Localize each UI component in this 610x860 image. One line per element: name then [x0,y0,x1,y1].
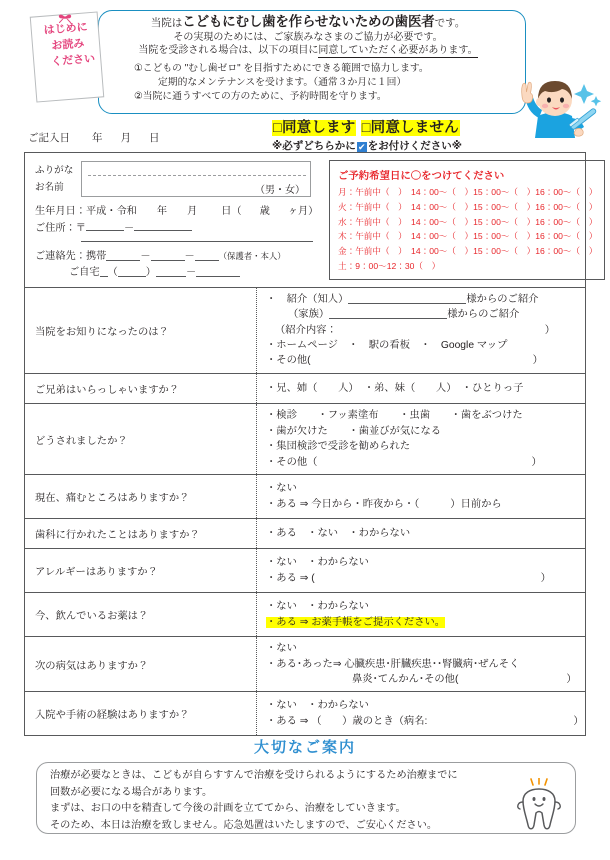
notice-text [50,768,520,834]
name-field-labels [35,163,73,197]
birthdate-label: 生年月日： [35,206,86,217]
patient-info-panel [25,153,325,287]
mobile-label: 携帯 [85,251,107,262]
answer-tail: 様からのご紹介 [447,309,520,321]
birthdate-field[interactable] [35,202,318,217]
patient-info-row [25,153,598,287]
birthdate-age-months: ヶ月） [287,206,319,217]
question-label: 次の病気はありますか？ [25,637,257,691]
table-row [25,373,585,403]
table-row [25,403,585,474]
appointment-box[interactable] [329,160,605,280]
intro-item-1: ①こどもの "むし歯ゼロ" を目指すためにできる範囲で協力します。 [134,63,429,74]
notice-line-3: まずは、お口の中を精査して今後の計画を立ててから、治療をしていきます。 [50,803,406,815]
answer-text: （家族） [288,309,330,321]
postal-separator: － [123,223,135,234]
home-part2[interactable] [156,265,186,277]
checkmark-icon: ✔ [357,142,366,152]
appointment-row-wed[interactable]: 水：午前中（ ） 14：00～（ ）15：00～（ ）16：00～（ ） [338,216,598,227]
answer-text[interactable]: 鼻炎･てんかん･その他( [352,674,459,685]
answer-option [266,353,579,368]
home-area-code[interactable] [118,265,146,277]
answer-option[interactable]: ・ない [266,643,297,655]
notice-title: 大切なご案内 [253,739,356,756]
answer-cell[interactable] [257,519,585,548]
notice-line-4: そのため、本日は治療を致しません。応急処置はいたしますので、ご安心ください。 [50,819,438,831]
appointment-row-sat[interactable]: 土：9：00～12：30（ ） [338,260,441,271]
consent-instruction-prefix: ※必ずどちらかに [272,140,356,152]
consent-disagree-checkbox[interactable]: □同意しません [361,120,459,136]
furigana-label: ふりがな [35,165,74,176]
question-label: アレルギーはありますか？ [25,549,257,592]
intro-line3-underlined: 同意していただく必要があります。 [318,45,478,57]
address-field[interactable] [35,219,192,234]
answer-option [266,571,579,586]
postal-mark: 〒 [75,223,86,234]
home-part3[interactable] [196,265,240,277]
intro-item-1b: 定期的なメンテナンスを受けます。（通常３か月に１回） [158,77,407,89]
mobile-part2[interactable] [151,249,185,261]
intro-headline-emphasis: こどもにむし歯を作らせないための歯医者 [182,14,435,29]
answer-text[interactable]: ・ある ⇒ （ ）歳のとき（病名: [266,715,428,727]
furigana-divider [88,175,306,176]
entry-date-label: ご記入日 [28,132,70,144]
name-label: お名前 [35,181,64,193]
intro-headline-line2: その実現のためには、ご家族みなさまのご協力が必要です。 [173,31,443,43]
answer-cell[interactable] [257,404,585,474]
answer-option[interactable]: ・ない ・わからない [266,601,369,613]
table-row [25,592,585,636]
answer-tail: ） [531,456,542,468]
answer-option [266,455,579,470]
consent-agree-checkbox[interactable]: □同意します [273,120,356,136]
answer-option[interactable]: ・ない ・わからない [266,700,369,712]
memo-card-text [30,19,104,72]
answer-text[interactable]: ・その他（ [266,456,318,468]
question-label: 当院をお知りになったのは？ [25,288,257,373]
answer-cell[interactable] [257,637,585,691]
answer-cell[interactable] [257,549,585,592]
question-label: ご兄弟はいらっしゃいますか？ [25,374,257,403]
intro-headline-line3 [110,44,506,57]
referrer-acquaintance-input[interactable] [348,292,466,304]
answer-tail: ） [540,572,551,584]
memo-line-3: ください [50,52,96,69]
answer-option[interactable]: ・歯が欠けた ・歯並びが気になる [266,425,442,437]
table-row [25,518,585,548]
answer-cell[interactable] [257,475,585,518]
answer-option [266,307,579,322]
answer-option [266,714,584,729]
mobile-part3[interactable] [195,249,219,261]
answer-option[interactable]: ・ない ・わからない [266,557,369,569]
address-input-line[interactable] [81,241,313,242]
birthdate-age: 歳 [259,206,270,217]
answer-option [266,672,579,687]
mobile-dash-1: － [140,251,151,262]
postal-code-part1[interactable] [86,220,124,231]
appointment-title: ご予約希望日に〇をつけてください [338,171,505,182]
intake-form-table [24,152,598,736]
address-label: ご住所： [35,223,76,234]
home-open-line [100,265,108,277]
consent-instruction [272,138,532,153]
table-row [25,548,585,592]
intro-headline-suffix: です。 [434,17,466,29]
guardian-note: （保護者・本人） [218,251,286,261]
mobile-phone-field[interactable] [35,247,286,262]
home-paren-close: ） [145,267,156,278]
answer-tail: ） [532,355,543,367]
intro-headline-line1 [110,13,506,31]
birthdate-month: 月 [187,206,198,217]
appointment-row-thu[interactable]: 木：午前中（ ） 14：00～（ ）15：00～（ ）16：00～（ ） [338,231,598,242]
birthdate-day: 日（ [221,206,242,217]
mobile-part1[interactable] [106,249,140,261]
answer-cell[interactable] [257,692,590,735]
home-phone-label: ご自宅 [69,267,100,278]
intro-headline-prefix: 当院は [150,17,183,29]
question-label: どうされましたか？ [25,404,257,474]
home-dash: － [185,267,197,278]
name-input-box[interactable] [81,161,311,197]
answer-option [266,323,579,338]
answer-option[interactable]: ・ある ・ない ・わからない [266,527,411,539]
question-label: 歯科に行かれたことはありますか？ [25,519,257,548]
answer-tail: 様からのご紹介 [466,293,539,305]
entry-date-day: 日 [149,132,160,144]
consent-instruction-suffix: をお付けください※ [367,140,462,152]
answer-option[interactable]: ・ない [266,483,297,495]
answer-text: ・ 紹介（知人） [266,293,349,305]
answer-text[interactable]: ・ある ⇒ ( [266,572,315,584]
memo-line-1: はじめに [43,21,89,37]
question-label: 現在、痛むところはありますか？ [25,475,257,518]
answer-option[interactable]: ・ある･あった⇒ 心臓疾患･肝臓疾患･･腎臓病･ぜんそく [266,658,520,670]
answer-option[interactable]: ・ある ⇒ 今日から・昨夜から・（ ）日前から [266,498,502,510]
memo-line-2: お読み [51,37,85,53]
answer-option[interactable]: ・検診 ・フッ素塗布 ・虫歯 ・歯をぶつけた [266,410,523,422]
table-row [25,287,585,373]
answer-tail: ） [573,715,584,727]
entry-date-year: 年 [92,132,103,144]
smiling-tooth-mascot-illustration [510,778,568,834]
entry-date-field[interactable] [28,130,160,145]
appointment-row-fri[interactable]: 金：午前中（ ） 14：00～（ ）15：00～（ ）16：00～（ ） [338,246,598,257]
notice-line-1: 治療が必要なときは、こどもが自らすすんで治療を受けられるようにするため治療までに [50,770,458,781]
intro-agreement-items [110,62,510,105]
answer-option[interactable]: ・兄、姉（ 人） ・弟、妹（ 人） ・ひとりっ子 [266,382,524,394]
notice-line-2: 回数が必要になる場合があります。 [50,786,213,798]
entry-date-month: 月 [120,132,131,144]
answer-cell[interactable] [257,288,585,373]
table-row [25,691,585,735]
appointment-panel [325,153,610,287]
consent-options[interactable] [272,116,532,137]
contact-label: ご連絡先： [35,251,86,262]
table-row [25,636,585,691]
answer-tail: ） [566,674,577,685]
birthdate-year: 年 [156,206,168,217]
answer-text: （紹介内容： [275,324,337,336]
answer-tail: ） [544,324,556,336]
intro-line3-prefix: 当院を受診される場合は、以下の項目に [138,45,319,57]
mobile-dash-2: － [184,251,195,262]
intro-item-2: ②当院に通うすべての方のために、予約時間を守ります。 [134,91,387,103]
intro-section [0,0,610,152]
table-row [25,474,585,518]
question-label: 今、飲んでいるお薬は？ [25,593,257,636]
answer-option [266,292,579,307]
birthdate-era[interactable]: 平成・令和 [85,206,137,217]
appointment-row-mon[interactable]: 月：午前中（ ） 14：00～（ ）15：00～（ ）16：00～（ ） [338,187,598,197]
answer-cell[interactable] [257,374,585,403]
answer-cell[interactable] [257,593,585,636]
intro-headline [110,13,506,57]
sex-selection[interactable]: （男・女） [255,185,305,196]
answer-text[interactable]: ・その他( [266,355,311,367]
answer-text[interactable]: ・ある ⇒ お薬手帳をご提示ください。 [266,616,446,628]
question-label: 入院や手術の経験はありますか？ [25,692,257,735]
answer-option[interactable]: ・ホームページ ・ 駅の看板 ・ Google マップ [266,340,508,351]
answer-option[interactable]: ・集団検診で受診を勧められた [266,441,411,453]
home-paren-open: （ [107,267,118,278]
appointment-row-tue[interactable]: 火：午前中（ ） 14：00～（ ）15：00～（ ）16：00～（ ） [338,201,598,212]
answer-option-highlighted[interactable] [266,615,579,630]
home-phone-field[interactable] [69,263,240,278]
postal-code-part2[interactable] [134,220,192,231]
consent-block [272,116,532,153]
referrer-family-input[interactable] [329,307,447,319]
